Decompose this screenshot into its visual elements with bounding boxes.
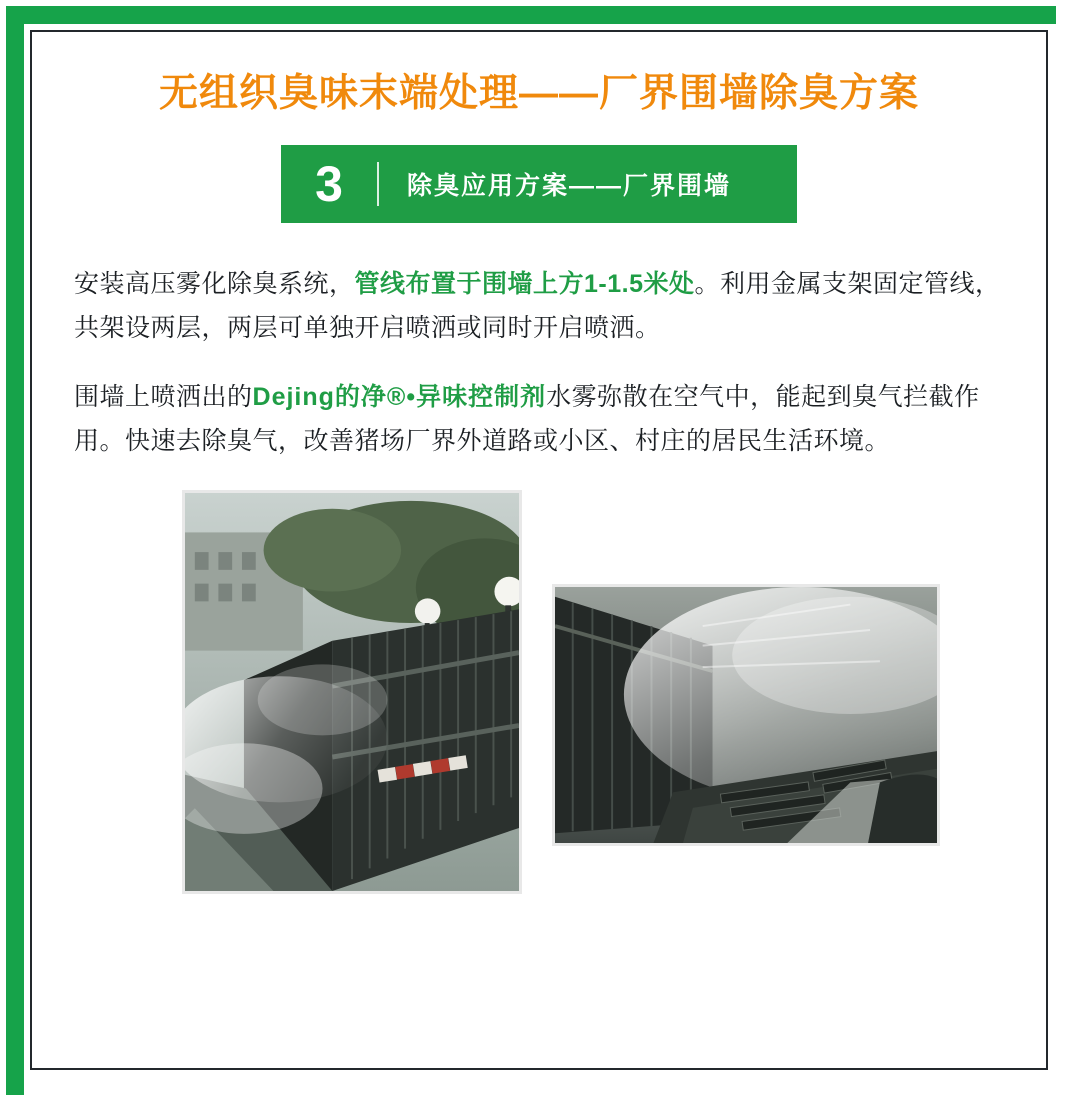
frame-bar-top <box>6 6 1056 24</box>
section-divider <box>377 162 379 206</box>
paragraph-1 <box>56 263 1022 351</box>
section-banner <box>281 145 797 223</box>
frame-bar-left <box>6 6 24 1095</box>
paragraph-1-highlight: 管线布置于围墙上方1-1.5米处 <box>354 269 695 298</box>
wall-misting-right-photo-graphic <box>555 587 937 843</box>
paragraph-2-part-3: 水雾弥散在空气中，能起到臭气拦截作用。快速去除臭气，改善猪场厂界外道路或小区、村庄的居民生活环境。 <box>74 383 980 455</box>
paragraph-1-part-1: 安装高压雾化除臭系统， <box>74 269 355 298</box>
wall-misting-left-photo-graphic <box>185 493 519 891</box>
product-brand-name: Dejing的净®•异味控制剂 <box>252 383 547 412</box>
section-number: 3 <box>315 155 343 212</box>
photo-gallery <box>56 490 1022 910</box>
wall-misting-left-photo <box>182 490 522 894</box>
wall-misting-right-photo <box>552 584 940 846</box>
content-area <box>32 32 1046 1068</box>
paragraph-2-part-1: 围墙上喷洒出的 <box>74 383 253 412</box>
paragraph-2 <box>56 376 1022 464</box>
paragraph-1-part-3: 。利用金属支架固定管线，共架设两层，两层可单独开启喷洒或同时开启喷洒。 <box>74 269 1001 342</box>
page-title: 无组织臭味末端处理——厂界围墙除臭方案 <box>158 72 919 115</box>
section-label: 除臭应用方案——厂界围墙 <box>407 171 732 200</box>
